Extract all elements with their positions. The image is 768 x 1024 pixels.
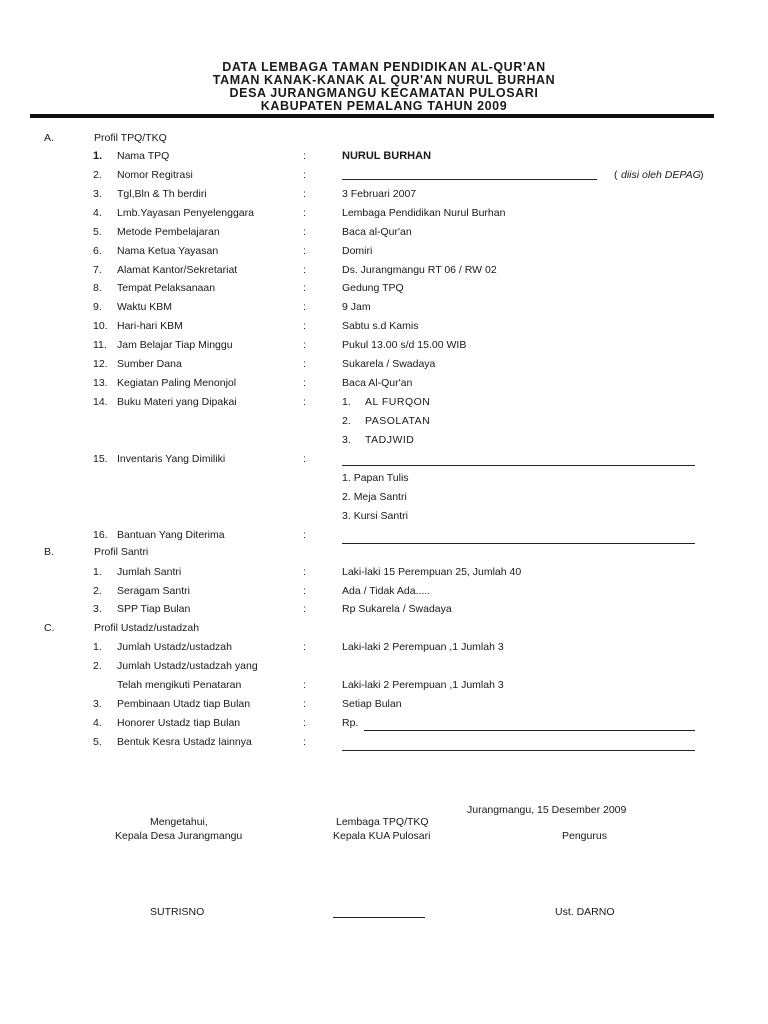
header-divider	[30, 114, 714, 118]
row-number: 10.	[93, 320, 108, 332]
row-value: Ada / Tidak Ada.....	[342, 585, 431, 597]
row-value: Baca Al-Qur'an	[342, 377, 413, 389]
row-value: Ds. Jurangmangu RT 06 / RW 02	[342, 264, 497, 276]
row-colon: :	[303, 717, 306, 729]
row-label: Metode Pembelajaran	[117, 226, 220, 238]
book-item: AL FURQON	[365, 396, 431, 408]
list-number: 3.	[342, 434, 351, 446]
row-label: SPP Tiap Bulan	[117, 603, 191, 615]
row-colon: :	[303, 358, 306, 370]
row-value: Domiri	[342, 245, 373, 257]
row-value: Lembaga Pendidikan Nurul Burhan	[342, 207, 506, 219]
row-label: Jumlah Ustadz/ustadzah	[117, 641, 232, 653]
row-label: Kegiatan Paling Menonjol	[117, 377, 237, 389]
place-date: Jurangmangu, 15 Desember 2009	[467, 804, 627, 816]
row-label: Bentuk Kesra Ustadz lainnya	[117, 736, 252, 748]
row-label: Waktu KBM	[117, 301, 173, 313]
row-colon: :	[303, 453, 306, 465]
left-signer-title: Kepala Desa Jurangmangu	[115, 830, 243, 842]
row-label: Bantuan Yang Diterima	[117, 529, 225, 541]
row-value: Pukul 13.00 s/d 15.00 WIB	[342, 339, 467, 351]
mid-signature-line	[333, 917, 425, 918]
registration-blank-line	[342, 179, 597, 180]
row-number: 2.	[93, 169, 102, 181]
row-number: 3.	[93, 603, 102, 615]
row-label: Jumlah Ustadz/ustadzah yang	[117, 660, 258, 672]
row-value: Sabtu s.d Kamis	[342, 320, 419, 332]
row-label: Nama Ketua Yayasan	[117, 245, 219, 257]
inventory-blank-line	[342, 465, 695, 466]
mid-signer-line-1: Lembaga TPQ/TKQ	[336, 816, 429, 828]
row-label: Tgl,Bln & Th berdiri	[117, 188, 207, 200]
row-colon: :	[303, 396, 306, 408]
section-a-letter: A.	[44, 132, 54, 144]
row-number: 1.	[93, 641, 102, 653]
row-colon: :	[303, 679, 306, 691]
row-colon: :	[303, 566, 306, 578]
row-number: 5.	[93, 226, 102, 238]
row-number: 14.	[93, 396, 108, 408]
section-a-title: Profil TPQ/TKQ	[94, 132, 167, 144]
row-label: Hari-hari KBM	[117, 320, 183, 332]
section-b-letter: B.	[44, 546, 54, 558]
mid-signer-title: Kepala KUA Pulosari	[333, 830, 431, 842]
value-nama-tpq: NURUL BURHAN	[342, 150, 432, 162]
row-label: Jumlah Santri	[117, 566, 182, 578]
document-title-line-2: TAMAN KANAK-KANAK AL QUR'AN NURUL BURHAN	[212, 73, 556, 87]
row-number: 11.	[93, 339, 107, 351]
row-label: Lmb.Yayasan Penyelenggara	[117, 207, 254, 219]
row-number: 2.	[93, 585, 102, 597]
row-label: Sumber Dana	[117, 358, 182, 370]
welfare-blank-line	[342, 750, 695, 751]
row-number: 9.	[93, 301, 102, 313]
row-label: Nomor Regitrasi	[117, 169, 193, 181]
row-number: 4.	[93, 207, 102, 219]
note-close-paren: )	[700, 169, 704, 181]
row-colon: :	[303, 698, 306, 710]
row-value: Laki-laki 2 Perempuan ,1 Jumlah 3	[342, 679, 504, 691]
row-number: 3.	[93, 698, 102, 710]
row-number: 4.	[93, 717, 102, 729]
row-colon: :	[303, 377, 306, 389]
row-colon: :	[303, 603, 306, 615]
row-colon: :	[303, 736, 306, 748]
row-number: 5.	[93, 736, 102, 748]
document-title-line-3: DESA JURANGMANGU KECAMATAN PULOSARI	[229, 86, 539, 100]
row-number: 1.	[93, 566, 102, 578]
row-colon: :	[303, 169, 306, 181]
row-colon: :	[303, 529, 306, 541]
row-colon: :	[303, 245, 306, 257]
left-signer-name: SUTRISNO	[150, 906, 205, 918]
left-signer-line-1: Mengetahui,	[150, 816, 208, 828]
row-number: 16.	[93, 529, 108, 541]
row-value: 9 Jam	[342, 301, 371, 313]
inventory-item: 1. Papan Tulis	[342, 472, 409, 484]
row-colon: :	[303, 150, 306, 162]
section-c-title: Profil Ustadz/ustadzah	[94, 622, 200, 634]
row-label: Tempat Pelaksanaan	[117, 282, 216, 294]
row-number: 13.	[93, 377, 108, 389]
inventory-item: 3. Kursi Santri	[342, 510, 408, 522]
row-colon: :	[303, 226, 306, 238]
row-value: Gedung TPQ	[342, 282, 404, 294]
registration-note: diisi oleh DEPAG	[621, 169, 701, 181]
right-signer-title: Pengurus	[562, 830, 607, 842]
row-label: Alamat Kantor/Sekretariat	[117, 264, 238, 276]
row-label: Buku Materi yang Dipakai	[117, 396, 237, 408]
row-colon: :	[303, 282, 306, 294]
book-item: PASOLATAN	[365, 415, 431, 427]
row-label: Pembinaan Utadz tiap Bulan	[117, 698, 251, 710]
row-value: Laki-laki 2 Perempuan ,1 Jumlah 3	[342, 641, 504, 653]
row-value: Laki-laki 15 Perempuan 25, Jumlah 40	[342, 566, 522, 578]
row-value: Rp.	[342, 717, 359, 729]
section-b-title: Profil Santri	[94, 546, 149, 558]
row-colon: :	[303, 264, 306, 276]
assistance-blank-line	[342, 543, 695, 544]
document-title-line-1: DATA LEMBAGA TAMAN PENDIDIKAN AL-QUR'AN	[222, 60, 546, 74]
row-label: Honorer Ustadz tiap Bulan	[117, 717, 241, 729]
row-label: Telah mengikuti Penataran	[117, 679, 242, 691]
row-number: 12.	[93, 358, 108, 370]
section-c-letter: C.	[44, 622, 55, 634]
row-colon: :	[303, 207, 306, 219]
document-title-line-4: KABUPATEN PEMALANG TAHUN 2009	[260, 99, 508, 113]
row-number: 2.	[93, 660, 102, 672]
row-colon: :	[303, 641, 306, 653]
list-number: 1.	[342, 396, 351, 408]
row-number: 15.	[93, 453, 108, 465]
row-number: 8.	[93, 282, 102, 294]
row-number: 7.	[93, 264, 102, 276]
list-number: 2.	[342, 415, 351, 427]
row-value: Rp Sukarela / Swadaya	[342, 603, 452, 615]
book-item: TADJWID	[365, 434, 415, 446]
row-value: Baca al-Qur'an	[342, 226, 412, 238]
row-colon: :	[303, 301, 306, 313]
row-colon: :	[303, 585, 306, 597]
row-number: 6.	[93, 245, 102, 257]
row-label: Jam Belajar Tiap Minggu	[117, 339, 233, 351]
row-colon: :	[303, 320, 306, 332]
row-value: Setiap Bulan	[342, 698, 402, 710]
row-value: 3 Februari 2007	[342, 188, 417, 200]
row-number: 1.	[93, 150, 103, 162]
row-label: Inventaris Yang Dimiliki	[117, 453, 226, 465]
right-signer-name: Ust. DARNO	[555, 906, 615, 918]
row-colon: :	[303, 188, 306, 200]
row-value: Sukarela / Swadaya	[342, 358, 436, 370]
inventory-item: 2. Meja Santri	[342, 491, 407, 503]
row-colon: :	[303, 339, 306, 351]
honorarium-blank-line	[364, 730, 695, 731]
row-label: Seragam Santri	[117, 585, 190, 597]
row-label: Nama TPQ	[117, 150, 170, 162]
note-open-paren: (	[614, 169, 618, 181]
row-number: 3.	[93, 188, 102, 200]
